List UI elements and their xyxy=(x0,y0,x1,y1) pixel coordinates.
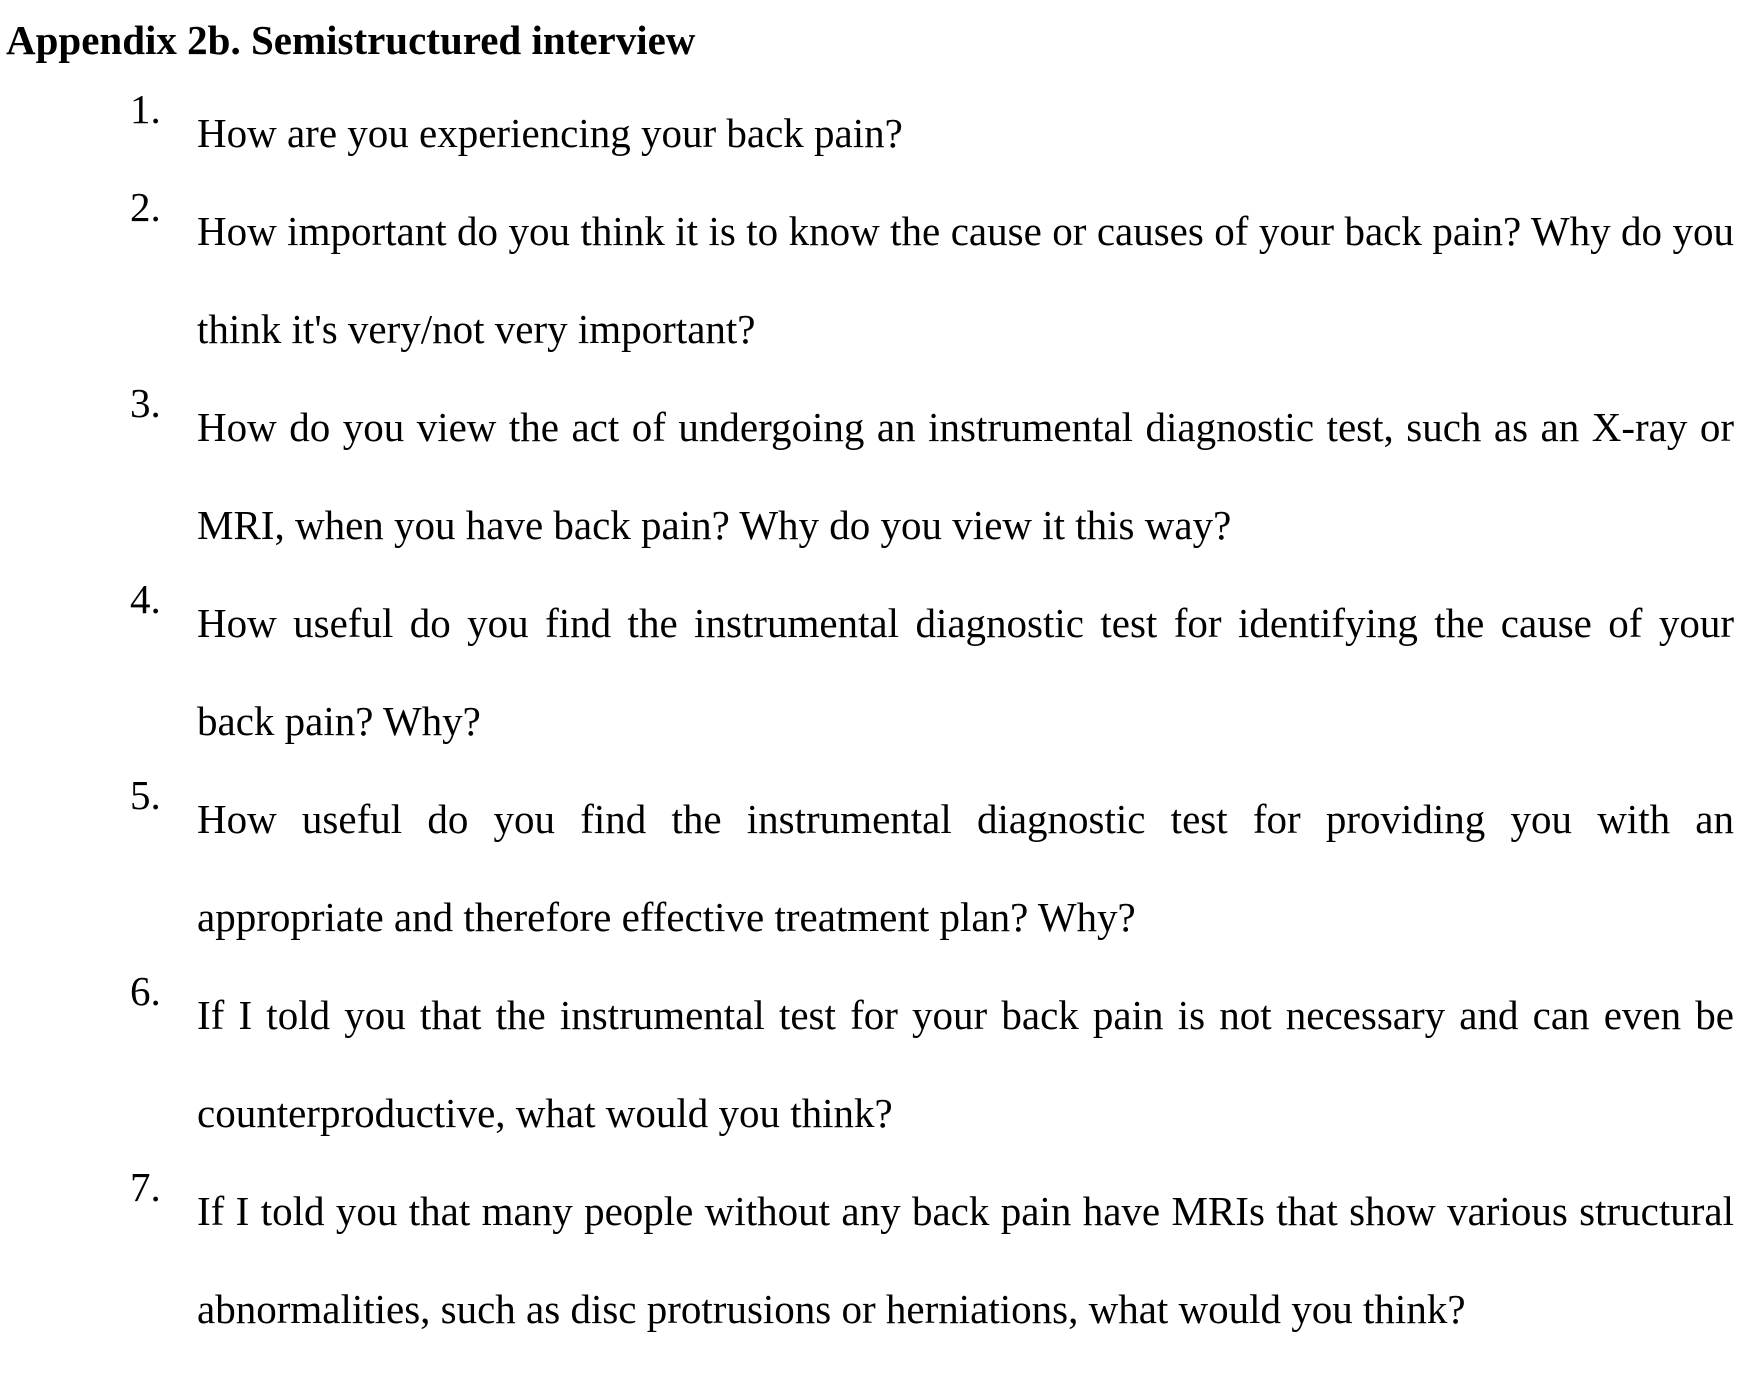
question-text: If I told you that the instrumental test for your back pain is not necessary and can even be counterproductive, what would you think? xyxy=(197,992,1734,1136)
question-item-6 xyxy=(0,966,1764,1162)
question-item-1 xyxy=(0,84,1764,182)
question-text: How useful do you find the instrumental diagnostic test for providing you with an appropriate and therefore effective treatment plan? Why? xyxy=(197,796,1734,940)
question-number: 3. xyxy=(130,380,161,426)
question-text: How useful do you find the instrumental diagnostic test for identifying the cause of your back pain? Why? xyxy=(197,600,1734,744)
question-list xyxy=(0,86,1764,1382)
question-number: 5. xyxy=(130,772,161,818)
question-text: If I told you that many people without any back pain have MRIs that show various structural abnormalities, such as disc protrusions or herniations, what would you think? xyxy=(197,1188,1734,1332)
question-item-4 xyxy=(0,574,1764,770)
question-text: How are you experiencing your back pain? xyxy=(197,110,903,156)
question-item-5 xyxy=(0,770,1764,966)
question-number: 7. xyxy=(130,1164,161,1210)
question-text: How do you view the act of undergoing an instrumental diagnostic test, such as an X-ray or MRI, when you have back pain? Why do you view it this way? xyxy=(197,404,1734,548)
question-item-3 xyxy=(0,378,1764,574)
question-text: How important do you think it is to know the cause or causes of your back pain? Why do you think it's very/not very important? xyxy=(197,208,1734,352)
question-number: 1. xyxy=(130,86,161,132)
question-item-7 xyxy=(0,1162,1764,1358)
question-item-2 xyxy=(0,182,1764,378)
question-number: 6. xyxy=(130,968,161,1014)
appendix-heading: Appendix 2b. Semistructured interview xyxy=(6,17,696,63)
question-number: 2. xyxy=(130,184,161,230)
question-number: 4. xyxy=(130,576,161,622)
